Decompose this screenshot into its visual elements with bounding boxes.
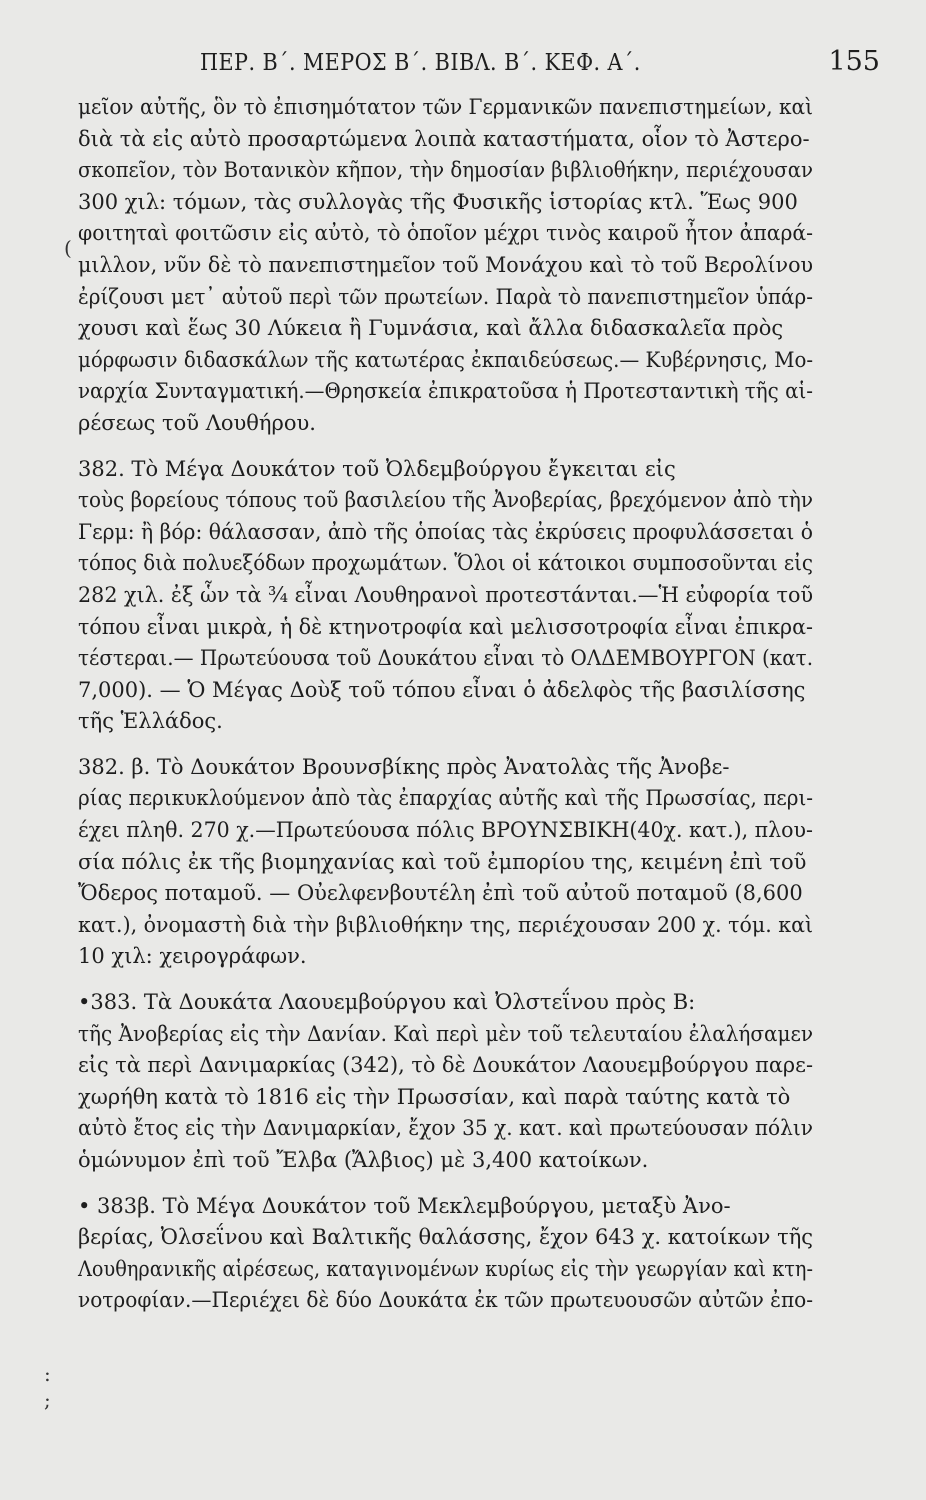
- text-line: βερίας, Ὀλσεΐνου καὶ Βαλτικῆς θαλάσσης, ἔχον 643 χ. κατοίκων τῆς: [78, 1225, 814, 1250]
- text-line: 10 χιλ: χειρογράφων.: [78, 944, 307, 969]
- text-line: τόπου εἶναι μικρὰ, ἡ δὲ κτηνοτροφία καὶ μελισσοτροφία εἶναι ἐπικρα-: [78, 614, 814, 639]
- text-line: εἰς τὰ περὶ Δανιμαρκίας (342), τὸ δὲ Δουκάτον Λαουεμβούργου παρε-: [78, 1053, 813, 1078]
- text-line: μόρφωσιν διδασκάλων τῆς κατωτέρας ἐκπαιδεύσεως.— Κυβέρνησις, Μο-: [78, 347, 814, 372]
- text-line: 282 χιλ. ἐξ ὧν τὰ ¾ εἶναι Λουθηρανοὶ προτεστάνται.—Ἡ εὐφορία τοῦ: [78, 582, 814, 607]
- text-line: τῆς Ἑλλάδος.: [78, 709, 223, 734]
- margin-mark: :: [44, 1362, 51, 1386]
- text-line: Ὄδερος ποταμοῦ. — Οὐελφενβουτέλη ἐπὶ τοῦ αὐτοῦ ποταμοῦ (8,600: [78, 881, 803, 906]
- text-line: τέστεραι.— Πρωτεύουσα τοῦ Δουκάτου εἶναι τὸ ΟΛΔΕΜΒΟΥΡΓΟΝ (κατ.: [78, 646, 814, 671]
- text-line: σία πόλις ἐκ τῆς βιομηχανίας καὶ τοῦ ἐμπορίου της, κειμένη ἐπὶ τοῦ: [78, 849, 807, 874]
- paragraph-gap: [78, 973, 813, 987]
- text-line: χωρήθη κατὰ τὸ 1816 εἰς τὴν Πρωσσίαν, καὶ παρὰ ταύτης κατὰ τὸ: [78, 1084, 791, 1109]
- paragraph-gap: [78, 738, 813, 752]
- text-line: •383. Τὰ Δουκάτα Λαουεμβούργου καὶ Ὀλστεΐνου πρὸς Β:: [78, 990, 696, 1015]
- text-line: 382. Τὸ Μέγα Δουκάτον τοῦ Ὀλδεμβούργου ἔγκειται εἰς: [78, 456, 676, 481]
- margin-mark: ;: [44, 1388, 51, 1412]
- text-line: χουσι καὶ ἕως 30 Λύκεια ἢ Γυμνάσια, καὶ ἄλλα διδασκαλεῖα πρὸς: [78, 316, 784, 341]
- text-line: Λουθηρανικῆς αἱρέσεως, καταγινομένων κυρίως εἰς τὴν γεωργίαν καὶ κτη-: [78, 1256, 813, 1281]
- text-line: ἐρίζουσι μετ᾿ αὐτοῦ περὶ τῶν πρωτείων. Παρὰ τὸ πανεπιστημεῖον ὑπάρ-: [78, 284, 813, 309]
- paragraph: [78, 1191, 813, 1317]
- paragraph: [78, 752, 813, 973]
- text-line: 7,000). — Ὁ Μέγας Δοὺξ τοῦ τόπου εἶναι ὁ ἀδελφὸς τῆς βασιλίσσης: [78, 677, 806, 702]
- text-line: κατ.), ὀνομαστὴ διὰ τὴν βιβλιοθήκην της, περιέχουσαν 200 χ. τόμ. καὶ: [78, 912, 814, 937]
- text-line: 300 χιλ: τόμων, τὰς συλλογὰς τῆς Φυσικῆς ἱστορίας κτλ. Ἕως 900: [78, 189, 798, 214]
- text-line: 382. β. Τὸ Δουκάτον Βρουνσβίκης πρὸς Ἀνατολὰς τῆς Ἀνοβε-: [78, 754, 730, 779]
- paragraph-gap: [78, 1177, 813, 1191]
- text-line: σκοπεῖον, τὸν Βοτανικὸν κῆπον, τὴν δημοσίαν βιβλιοθήκην, περιέχουσαν: [78, 158, 813, 183]
- text-line: φοιτηταὶ φοιτῶσιν εἰς αὐτὸ, τὸ ὁποῖον μέχρι τινὸς καιροῦ ἦτον ἀπαρά-: [78, 221, 813, 246]
- text-line: τῆς Ἀνοβερίας εἰς τὴν Δανίαν. Καὶ περὶ μὲν τοῦ τελευταίου ἐλαλήσαμεν: [78, 1021, 814, 1046]
- body-text: [78, 92, 813, 1317]
- text-line: μιλλον, νῦν δὲ τὸ πανεπιστημεῖον τοῦ Μονάχου καὶ τὸ τοῦ Βερολίνου: [78, 252, 814, 277]
- text-line: τόπος διὰ πολυεξόδων προχωμάτων. Ὅλοι οἱ κάτοικοι συμποσοῦνται εἰς: [78, 551, 814, 576]
- text-line: ρέσεως τοῦ Λουθήρου.: [78, 410, 316, 435]
- paragraph-gap: [78, 440, 813, 454]
- paragraph: [78, 454, 813, 738]
- margin-mark: (: [64, 236, 72, 260]
- text-line: ὁμώνυμον ἐπὶ τοῦ Ἔλβα (Ἄλβιος) μὲ 3,400 κατοίκων.: [78, 1148, 649, 1172]
- text-line: αὐτὸ ἔτος εἰς τὴν Δανιμαρκίαν, ἔχον 35 χ. κατ. καὶ πρωτεύουσαν πόλιν: [78, 1116, 813, 1141]
- text-line: • 383β. Τὸ Μέγα Δουκάτον τοῦ Μεκλεμβούργου, μεταξὺ Ἀνο-: [78, 1193, 731, 1218]
- text-line: νοτροφίαν.—Περιέχει δὲ δύο Δουκάτα ἐκ τῶν πρωτευουσῶν αὐτῶν ἐπο-: [78, 1288, 814, 1313]
- page-header: [60, 46, 880, 86]
- page-number: 155: [828, 46, 880, 77]
- text-line: διὰ τὰ εἰς αὐτὸ προσαρτώμενα λοιπὰ καταστήματα, οἷον τὸ Ἀστερο-: [78, 126, 810, 151]
- paragraph: [78, 987, 813, 1177]
- text-line: ναρχία Συνταγματική.—Θρησκεία ἐπικρατοῦσα ἡ Προτεσταντικὴ τῆς αἱ-: [78, 379, 813, 404]
- text-line: τοὺς βορείους τόπους τοῦ βασιλείου τῆς Ἀνοβερίας, βρεχόμενον ἀπὸ τὴν: [78, 488, 813, 513]
- text-line: Γερμ: ἢ βόρ: θάλασσαν, ἀπὸ τῆς ὁποίας τὰς ἐκρύσεις προφυλάσσεται ὁ: [78, 519, 813, 544]
- text-line: ρίας περικυκλούμενον ἀπὸ τὰς ἐπαρχίας αὐτῆς καὶ τῆς Πρωσσίας, περι-: [78, 786, 814, 811]
- text-line: έχει πληθ. 270 χ.—Πρωτεύουσα πόλις ΒΡΟΥΝΣΒΙΚΗ(40χ. κατ.), πλου-: [78, 818, 813, 843]
- paragraph: [78, 92, 813, 440]
- running-head: ΠΕΡ. Β΄. ΜΕΡΟΣ Β΄. ΒΙΒΛ. Β΄. ΚΕΦ. Α΄.: [200, 50, 641, 76]
- text-line: μεῖον αὐτῆς, ὃν τὸ ἐπισημότατον τῶν Γερμανικῶν πανεπιστημείων, καὶ: [78, 95, 813, 119]
